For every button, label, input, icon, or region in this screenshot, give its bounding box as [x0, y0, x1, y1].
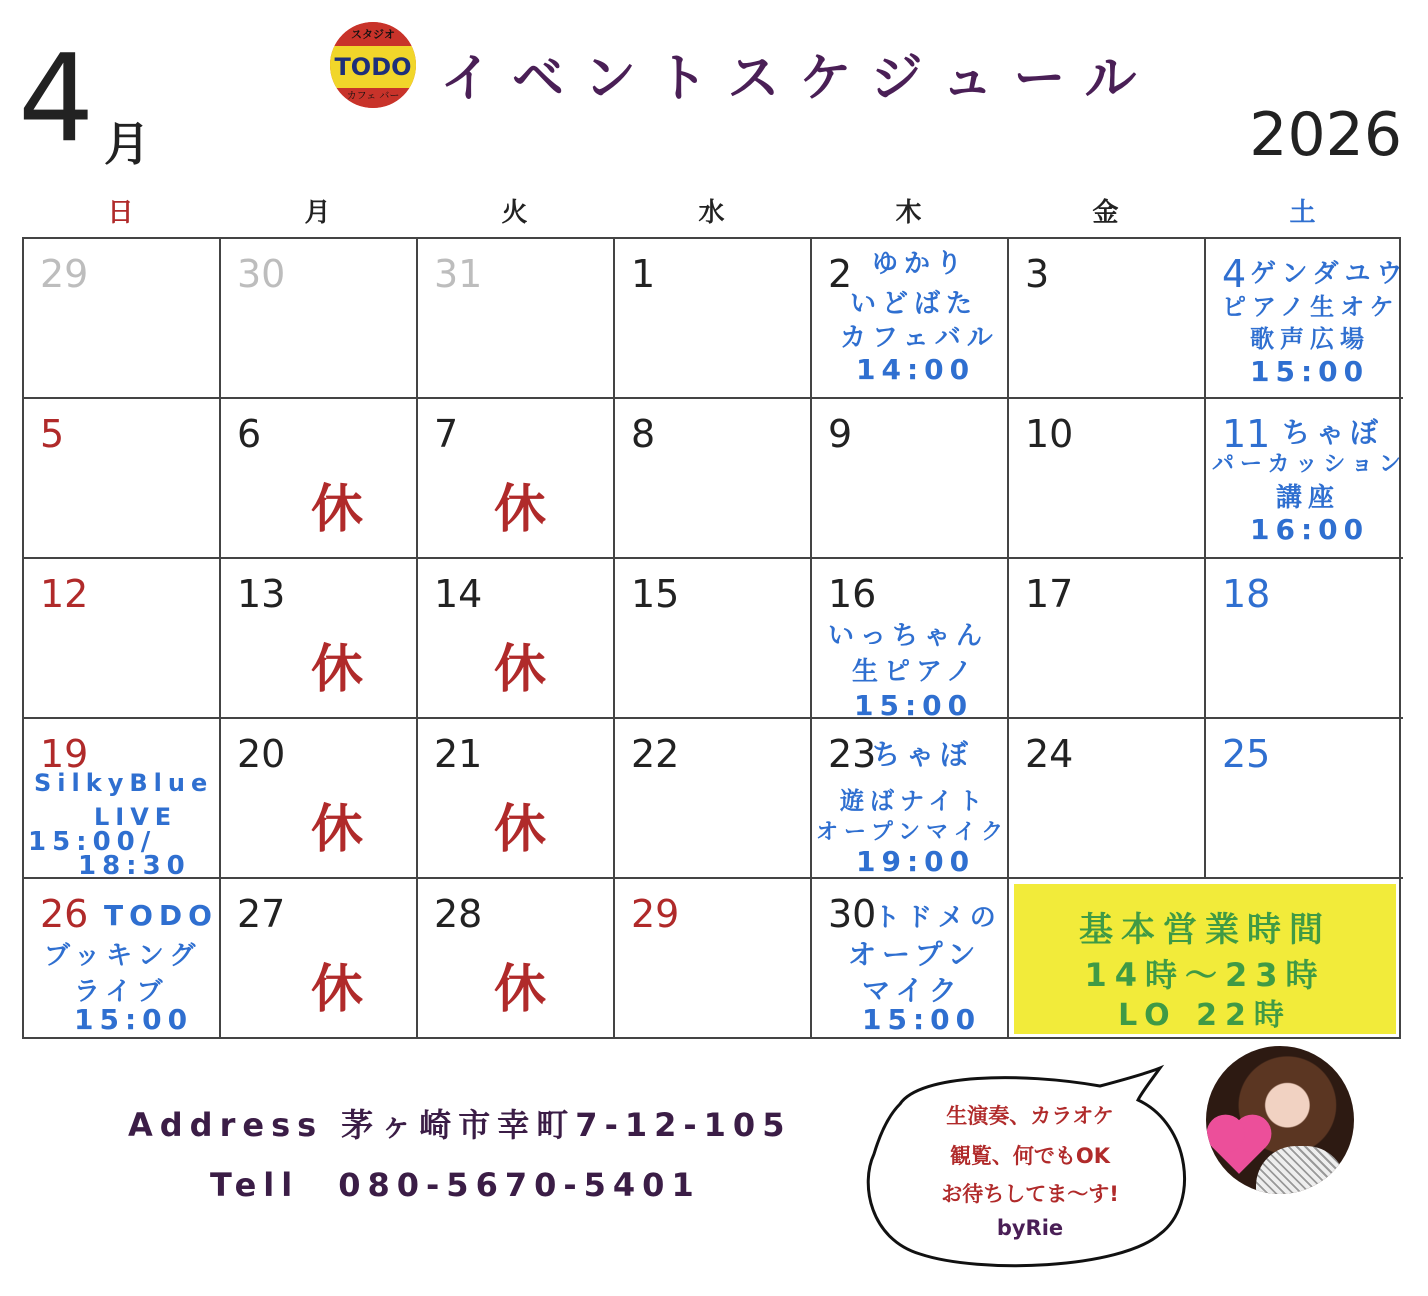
event-text: 15:00: [862, 1003, 982, 1036]
closed-day-mark: 休: [311, 480, 364, 540]
closed-day-mark: 休: [494, 640, 547, 700]
weekday-label: 日: [107, 198, 134, 228]
business-hours-title: 基本営業時間: [1079, 910, 1331, 950]
weekday-label: 木: [895, 198, 922, 228]
event-text: 歌声広場: [1250, 325, 1370, 353]
event-text: いどばた: [850, 289, 979, 319]
event-text: ブッキング: [44, 941, 202, 971]
day-number: 30: [828, 892, 877, 936]
closed-day-mark: 休: [494, 800, 547, 860]
calendar-day-cell: [1206, 399, 1407, 559]
day-number: 5: [40, 412, 65, 456]
calendar-day-cell: [418, 719, 615, 879]
day-number: 3: [1025, 252, 1050, 296]
calendar-day-cell: [615, 719, 812, 879]
day-number: 18: [1222, 572, 1271, 616]
event-text: SilkyBlue: [34, 769, 214, 797]
business-hours-range: 14時〜23時: [1084, 956, 1326, 994]
event-text: いっちゃん: [828, 621, 989, 651]
calendar-day-cell: [24, 239, 221, 399]
calendar-day-cell: [1009, 719, 1206, 879]
logo-main-text: TODO: [330, 46, 416, 88]
event-text: 15:00/: [28, 827, 157, 857]
host-photo: [1206, 1046, 1354, 1194]
calendar-day-cell: [418, 879, 615, 1039]
day-number: 4: [1222, 252, 1247, 296]
calendar-day-cell: [24, 719, 221, 879]
calendar-day-cell: [24, 879, 221, 1039]
calendar-day-cell: [221, 239, 418, 399]
bubble-line-2: 観覧、何でもOK: [949, 1144, 1111, 1168]
day-number: 20: [237, 732, 286, 776]
calendar-day-cell: [418, 239, 615, 399]
day-number: 29: [40, 252, 89, 296]
day-number: 15: [631, 572, 680, 616]
calendar-day-cell: [1206, 559, 1403, 719]
day-number: 23: [828, 732, 877, 776]
calendar-day-cell: [812, 559, 1009, 722]
closed-day-mark: 休: [311, 960, 364, 1020]
logo-top-text: スタジオ: [330, 22, 416, 46]
calendar-day-cell: [812, 239, 1009, 399]
day-number: 12: [40, 572, 89, 616]
address-text: Address 茅ヶ崎市幸町7-12-105: [128, 1106, 792, 1144]
event-text: 14:00: [856, 353, 976, 386]
day-number: 26: [40, 892, 89, 936]
calendar-day-cell: [1009, 399, 1206, 559]
day-number: 13: [237, 572, 286, 616]
speech-bubble: [860, 1064, 1200, 1274]
day-number: 1: [631, 252, 656, 296]
event-text: 講座: [1276, 483, 1341, 513]
bubble-line-3: お待ちしてま～す!: [941, 1182, 1119, 1206]
bubble-line-1: 生演奏、カラオケ: [946, 1104, 1114, 1128]
event-text: 遊ばナイト: [840, 787, 989, 815]
day-number: 27: [237, 892, 286, 936]
day-number: 24: [1025, 732, 1074, 776]
day-number: 10: [1025, 412, 1074, 456]
calendar-day-cell: [1009, 559, 1206, 719]
studio-todo-logo: [330, 22, 416, 108]
day-number: 7: [434, 412, 459, 456]
photo-shirt: [1256, 1146, 1346, 1194]
day-number: 30: [237, 252, 286, 296]
day-number: 14: [434, 572, 483, 616]
closed-day-mark: 休: [494, 960, 547, 1020]
day-number: 9: [828, 412, 853, 456]
year-label: 2026: [1249, 100, 1402, 170]
event-text: 生ピアノ: [852, 657, 978, 687]
heart-icon: [1212, 1120, 1266, 1174]
calendar-day-cell: [1206, 239, 1409, 399]
day-number: 2: [828, 252, 853, 296]
business-hours-box: [1014, 884, 1396, 1034]
event-text: ちゃぼ: [1282, 416, 1385, 449]
event-text: 15:00: [854, 689, 974, 722]
calendar-day-cell: [221, 559, 418, 719]
closed-day-mark: 休: [494, 480, 547, 540]
event-text: ライブ: [74, 977, 169, 1007]
month-label: 月: [104, 117, 150, 171]
day-number: 19: [40, 732, 89, 776]
last-order-time: LO 22時: [1118, 998, 1292, 1033]
day-number: 28: [434, 892, 483, 936]
day-number: 21: [434, 732, 483, 776]
calendar-day-cell: [24, 559, 221, 719]
event-text: オープンマイク: [816, 820, 1010, 845]
day-number: 29: [631, 892, 680, 936]
calendar-day-cell: [221, 399, 418, 559]
event-text: カフェバル: [840, 323, 999, 353]
event-text: ゲンダユウ: [1250, 259, 1409, 289]
page-title: イベントスケジュール: [440, 49, 1157, 109]
calendar-day-cell: [615, 239, 812, 399]
calendar-day-cell: [812, 879, 1009, 1039]
day-number: 16: [828, 572, 877, 616]
calendar-day-cell: [812, 399, 1009, 559]
event-text: オープン: [848, 938, 982, 971]
calendar-day-cell: [418, 559, 615, 719]
logo-bottom-text: カフェ バー: [330, 88, 416, 108]
event-text: 18:30: [78, 851, 191, 881]
event-text: ちゃぼ: [872, 738, 975, 771]
closed-day-mark: 休: [311, 640, 364, 700]
calendar-day-cell: [221, 879, 418, 1039]
event-text: 15:00: [1250, 355, 1370, 388]
calendar-day-cell: [221, 719, 418, 879]
calendar-day-cell: [812, 719, 1009, 879]
weekday-label: 金: [1092, 198, 1119, 228]
event-text: TODO: [104, 899, 218, 932]
day-number: 25: [1222, 732, 1271, 776]
calendar-day-cell: [24, 399, 221, 559]
day-number: 31: [434, 252, 483, 296]
weekday-label: 水: [698, 198, 725, 228]
weekday-label: 月: [304, 198, 331, 228]
event-text: 19:00: [856, 845, 976, 878]
day-number: 6: [237, 412, 262, 456]
event-text: トドメの: [874, 903, 1002, 933]
event-text: 16:00: [1250, 513, 1370, 546]
event-text: パーカッション: [1212, 452, 1407, 477]
weekday-label: 土: [1289, 198, 1316, 228]
day-number: 11: [1222, 412, 1271, 456]
closed-day-mark: 休: [311, 800, 364, 860]
event-text: ピアノ生オケ: [1222, 293, 1400, 321]
calendar-day-cell: [1206, 719, 1403, 879]
event-text: ゆかり: [872, 249, 969, 279]
bubble-signature: byRie: [996, 1216, 1064, 1240]
calendar-day-cell: [615, 559, 812, 719]
day-number: 17: [1025, 572, 1074, 616]
event-text: 15:00: [74, 1003, 194, 1036]
calendar-day-cell: [615, 399, 812, 559]
weekday-label: 火: [501, 198, 528, 228]
month-number: 4: [18, 30, 95, 169]
day-number: 8: [631, 412, 656, 456]
event-text: LIVE: [94, 803, 178, 831]
calendar-day-cell: [1009, 239, 1206, 399]
day-number: 22: [631, 732, 680, 776]
telephone-text: Tell 080-5670-5401: [210, 1166, 701, 1204]
calendar-day-cell: [418, 399, 615, 559]
event-text: マイク: [862, 974, 963, 1007]
calendar-day-cell: [615, 879, 812, 1039]
